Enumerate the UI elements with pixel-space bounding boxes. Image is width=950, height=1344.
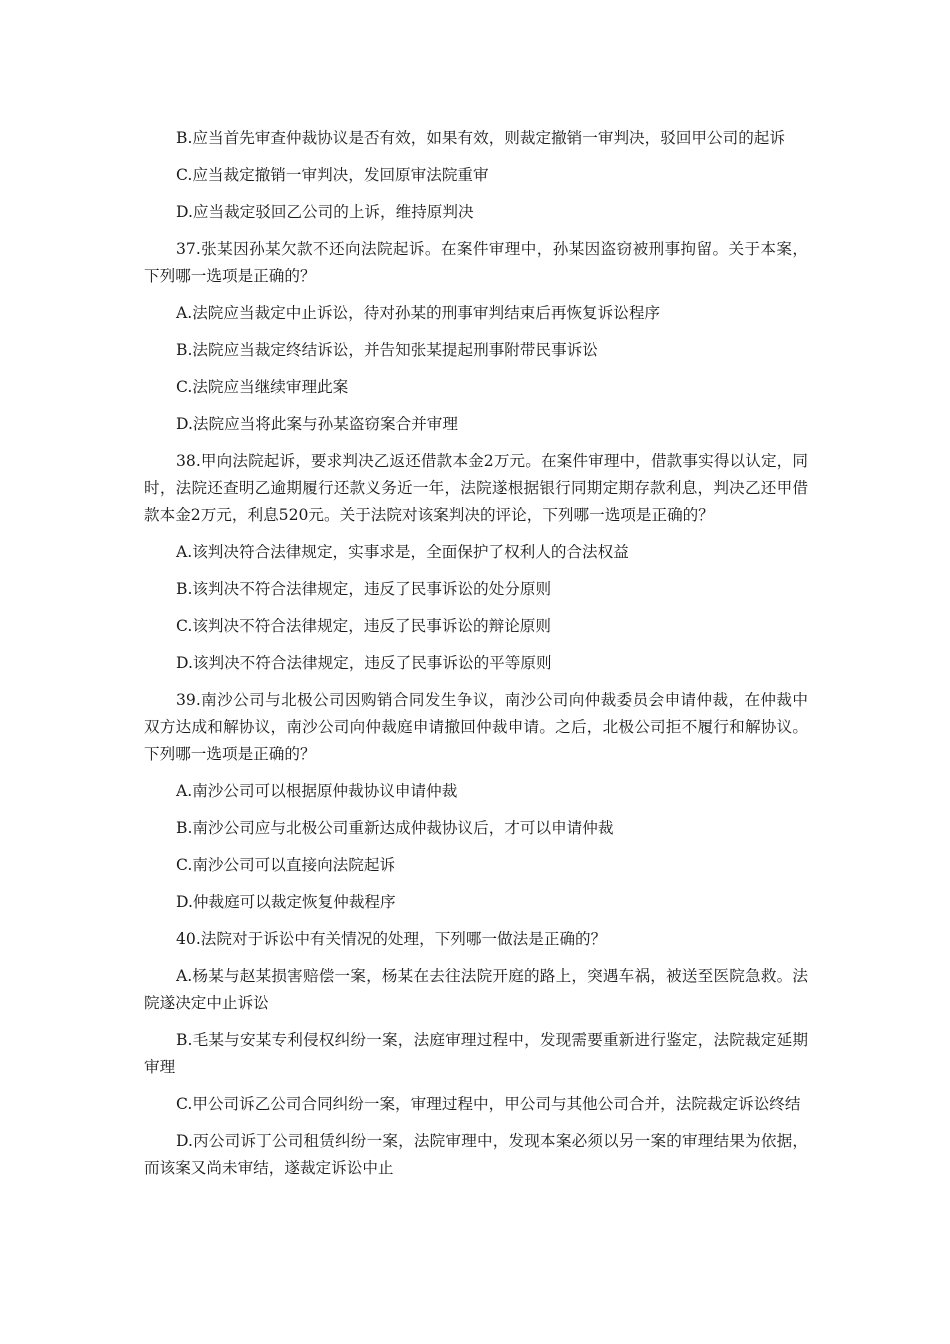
- option-37-b: B.法院应当裁定终结诉讼，并告知张某提起刑事附带民事诉讼: [176, 341, 598, 359]
- option-40-b: B.毛某与安某专利侵权纠纷一案，法庭审理过程中，发现需要重新进行鉴定，法院裁定延期审理: [144, 1031, 808, 1076]
- question-40: 40.法院对于诉讼中有关情况的处理，下列哪一做法是正确的？: [176, 930, 607, 948]
- option-38-d: D.该判决不符合法律规定，违反了民事诉讼的平等原则: [176, 654, 552, 672]
- question-39: 39.南沙公司与北极公司因购销合同发生争议，南沙公司向仲裁委员会申请仲裁，在仲裁中双方达成和解协议，南沙公司向仲裁庭申请撤回仲裁申请。之后，北极公司拒不履行和解协议。下列哪一选项是正确的？: [144, 691, 808, 763]
- option-38-c: C.该判决不符合法律规定，违反了民事诉讼的辩论原则: [176, 617, 551, 635]
- option-39-b: B.南沙公司应与北极公司重新达成仲裁协议后，才可以申请仲裁: [176, 819, 614, 837]
- option-40-c: C.甲公司诉乙公司合同纠纷一案，审理过程中，甲公司与其他公司合并，法院裁定诉讼终结: [176, 1095, 801, 1113]
- option-37-a: A.法院应当裁定中止诉讼，待对孙某的刑事审判结束后再恢复诉讼程序: [176, 304, 661, 322]
- option-40-d: D.丙公司诉丁公司租赁纠纷一案，法院审理中，发现本案必须以另一案的审理结果为依据，而该案又尚未审结，遂裁定诉讼中止: [144, 1132, 808, 1177]
- option-38-a: A.该判决符合法律规定，实事求是，全面保护了权利人的合法权益: [176, 543, 629, 561]
- option-37-d: D.法院应当将此案与孙某盗窃案合并审理: [176, 415, 458, 433]
- option-37-c: C.法院应当继续审理此案: [176, 378, 349, 396]
- option-39-d: D.仲裁庭可以裁定恢复仲裁程序: [176, 893, 396, 911]
- option-39-a: A.南沙公司可以根据原仲裁协议申请仲裁: [176, 782, 458, 800]
- option-36-d: D.应当裁定驳回乙公司的上诉，维持原判决: [176, 203, 474, 221]
- document-page: [144, 125, 808, 1192]
- option-38-b: B.该判决不符合法律规定，违反了民事诉讼的处分原则: [176, 580, 552, 598]
- option-36-b: B.应当首先审查仲裁协议是否有效，如果有效，则裁定撤销一审判决，驳回甲公司的起诉: [176, 129, 785, 147]
- option-39-c: C.南沙公司可以直接向法院起诉: [176, 856, 396, 874]
- question-37: 37.张某因孙某欠款不还向法院起诉。在案件审理中，孙某因盗窃被刑事拘留。关于本案，下列哪一选项是正确的？: [144, 240, 808, 285]
- option-36-c: C.应当裁定撤销一审判决，发回原审法院重审: [176, 166, 489, 184]
- question-38: 38.甲向法院起诉，要求判决乙返还借款本金2万元。在案件审理中，借款事实得以认定，同时，法院还查明乙逾期履行还款义务近一年，法院遂根据银行同期定期存款利息，判决乙还甲借款本金2万元，利息520元。关于法院对该案判决的评论，下列哪一选项是正确的？: [144, 452, 808, 524]
- option-40-a: A.杨某与赵某损害赔偿一案，杨某在去往法院开庭的路上，突遇车祸，被送至医院急救。法院遂决定中止诉讼: [144, 967, 808, 1012]
